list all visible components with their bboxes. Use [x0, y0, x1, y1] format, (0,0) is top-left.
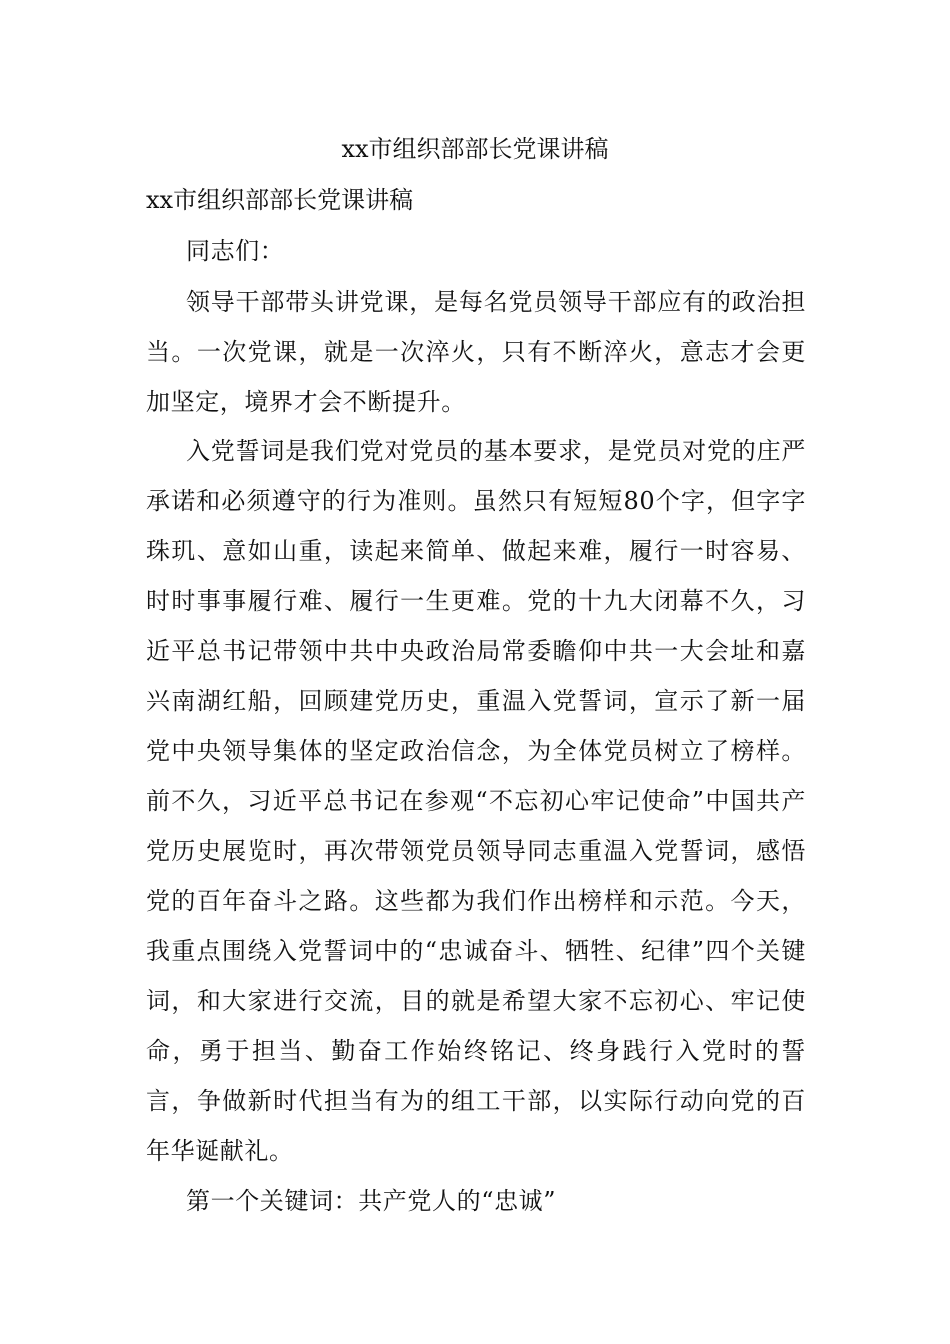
section-heading-loyalty: 第一个关键词：共产党人的“忠诚”: [186, 1187, 557, 1215]
document-title: xx市组织部部长党课讲稿: [341, 135, 609, 163]
greeting: 同志们：: [186, 237, 285, 265]
paragraph-oath: 入党誓词是我们党对党员的基本要求，是党员对党的庄严承诺和必须遵守的行为准则。虽然只有短短80个字，但字字珠玑、意如山重，读起来简单、做起来难，履行一时容易、时时事事履行难、履行一生更难。党的十九大闭幕不久，习近平总书记带领中共中央政治局常委瞻仰中共一大会址和嘉兴南湖红船，回顾建党历史，重温入党誓词，宣示了新一届党中央领导集体的坚定政治信念，为全体党员树立了榜样。前不久，习近平总书记在参观“不忘初心牢记使命”中国共产党历史展览时，再次带领党员领导同志重温入党誓词，感悟党的百年奋斗之路。这些都为我们作出榜样和示范。今天，我重点围绕入党誓词中的“忠诚奋斗、牺牲、纪律”四个关键词，和大家进行交流，目的就是希望大家不忘初心、牢记使命，勇于担当、勤奋工作始终铭记、终身践行入党时的誓言，争做新时代担当有为的组工干部，以实际行动向党的百年华诞献礼。: [146, 437, 806, 1165]
document-subtitle: xx市组织部部长党课讲稿: [146, 186, 414, 214]
paragraph-intro: 领导干部带头讲党课，是每名党员领导干部应有的政治担当。一次党课，就是一次淬火，只有不断淬火，意志才会更加坚定，境界才会不断提升。: [146, 288, 806, 416]
